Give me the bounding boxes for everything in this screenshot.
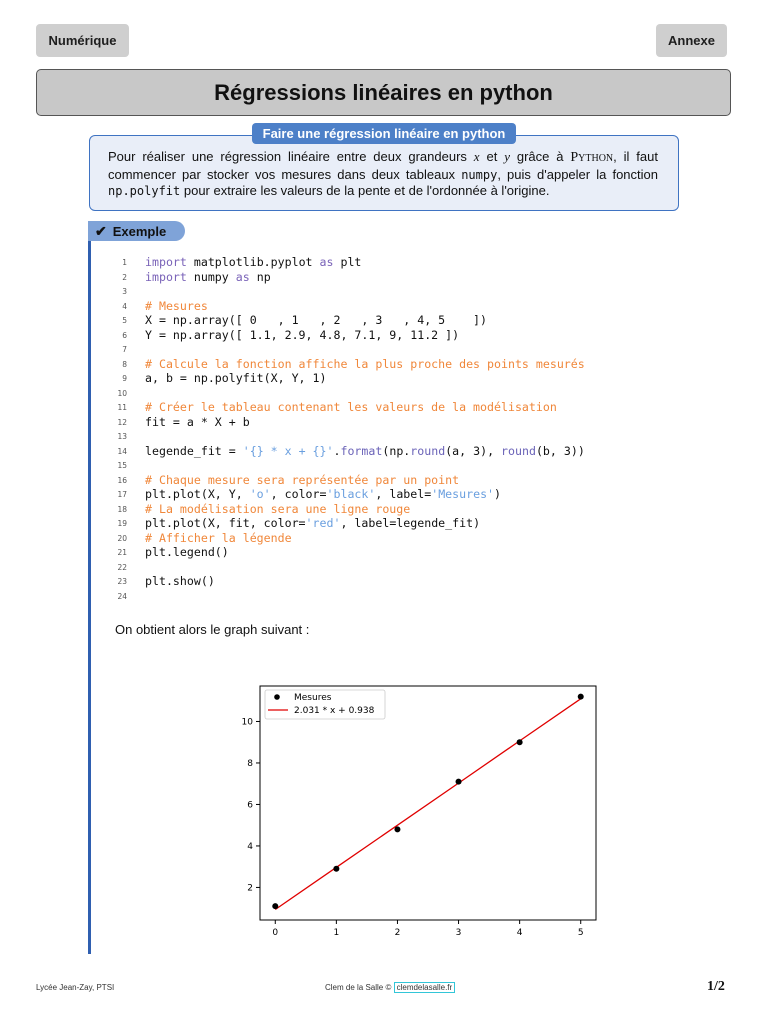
code-line: 17 plt.plot(X, Y, 'o', color='black', label='Mesures'): [117, 487, 502, 501]
var-y: y: [504, 149, 510, 164]
code-line: 3: [122, 287, 127, 296]
x-tick-label: 0: [272, 928, 279, 938]
footer-website-link[interactable]: clemdelasalle.fr: [394, 982, 456, 993]
footer-author-text: Clem de la Salle ©: [325, 983, 394, 992]
code-line: 15: [117, 461, 127, 470]
y-tick-label: 8: [247, 758, 253, 769]
regression-chart: [230, 680, 610, 940]
code-line: 19 plt.plot(X, fit, color='red', label=legende_fit): [117, 516, 481, 530]
code-line: 12 fit = a * X + b: [117, 414, 250, 429]
page-number: 1/2: [707, 979, 725, 994]
code-line: 13: [117, 432, 127, 441]
code-listing: [105, 255, 725, 603]
footer-school: Lycée Jean-Zay, PTSI: [36, 983, 115, 992]
y-tick-label: 6: [247, 800, 253, 811]
var-x: x: [473, 149, 480, 164]
x-tick-label: 2: [394, 928, 401, 938]
legend-label-fit: 2.031 * x + 0.938: [294, 706, 375, 716]
code-line: 20 # Afficher la légende: [117, 530, 292, 545]
y-tick-label: 4: [247, 841, 253, 852]
section-tag-numerique: Numérique: [36, 24, 129, 57]
code-line: 21 plt.legend(): [117, 545, 229, 559]
code-line: 14 legende_fit = '{} * x + {}'.format(np.round(a, 3), round(b, 3)): [117, 443, 585, 458]
x-tick-label: 4: [516, 928, 523, 938]
code-line: 10: [117, 388, 127, 398]
polyfit-word: np.polyfit: [108, 184, 181, 198]
y-tick-label: 10: [241, 717, 253, 728]
code-line: 4 # Mesures: [122, 298, 208, 313]
data-point: [333, 866, 339, 872]
def-text-5: , puis d'appeler la fonction: [497, 166, 658, 182]
data-point: [272, 903, 278, 909]
example-sidebar: [88, 222, 91, 954]
data-point: [456, 779, 462, 785]
def-text-4: , il faut commencer par stocker vos mesures dans deux tableaux: [108, 149, 658, 182]
code-line: 23 plt.show(): [117, 574, 215, 588]
def-text-2: et: [479, 149, 505, 164]
code-line: 6 Y = np.array([ 1.1, 2.9, 4.8, 7.1, 9, 11.2 ]): [122, 327, 460, 342]
legend-marker-mesures: [274, 694, 280, 700]
x-tick-label: 5: [577, 928, 584, 938]
code-line: 22: [117, 562, 127, 572]
code-line: 5 X = np.array([ 0 , 1 , 2 , 3 , 4, 5 ]): [122, 313, 488, 327]
x-tick-label: 1: [333, 928, 340, 938]
code-line: 2 import numpy as np: [122, 269, 271, 284]
code-line: 9 a, b = np.polyfit(X, Y, 1): [122, 371, 327, 385]
check-icon: ✔: [95, 222, 107, 239]
example-label: [88, 221, 185, 241]
section-tag-annexe: Annexe: [656, 24, 727, 57]
example-label-text: Exemple: [112, 223, 167, 239]
definition-label: Faire une régression linéaire en python: [252, 123, 516, 144]
python-word: Python: [570, 150, 614, 165]
code-line: 18 # La modélisation sera une ligne rouge: [117, 501, 411, 516]
legend: [265, 690, 385, 719]
code-line: 8 # Calcule la fonction affiche la plus proche des points mesurés: [122, 356, 585, 371]
data-point: [578, 694, 584, 700]
legend-label-mesures: Mesures: [294, 693, 332, 703]
code-line: 24: [117, 591, 127, 601]
code-line: 16 # Chaque mesure sera représentée par un point: [117, 472, 460, 487]
definition-text: [108, 149, 658, 200]
page-title: Régressions linéaires en python: [36, 69, 731, 116]
def-text-1: Pour réaliser une régression linéaire entre deux grandeurs: [108, 149, 474, 164]
code-line: 1 import matplotlib.pyplot as plt: [122, 255, 362, 269]
code-line: 7: [122, 345, 127, 354]
code-line: 11 # Créer le tableau contenant les valeurs de la modélisation: [117, 400, 557, 414]
y-tick-label: 2: [247, 883, 253, 894]
data-point: [394, 826, 400, 832]
def-text-3: grâce à: [509, 149, 571, 164]
def-text-6: pour extraire les valeurs de la pente et de l'ordonnée à l'origine.: [180, 183, 550, 198]
numpy-word: numpy: [461, 167, 498, 182]
x-tick-label: 3: [455, 928, 462, 938]
result-text: On obtient alors le graph suivant :: [115, 622, 310, 637]
footer-author: [325, 983, 455, 992]
data-point: [517, 739, 523, 745]
